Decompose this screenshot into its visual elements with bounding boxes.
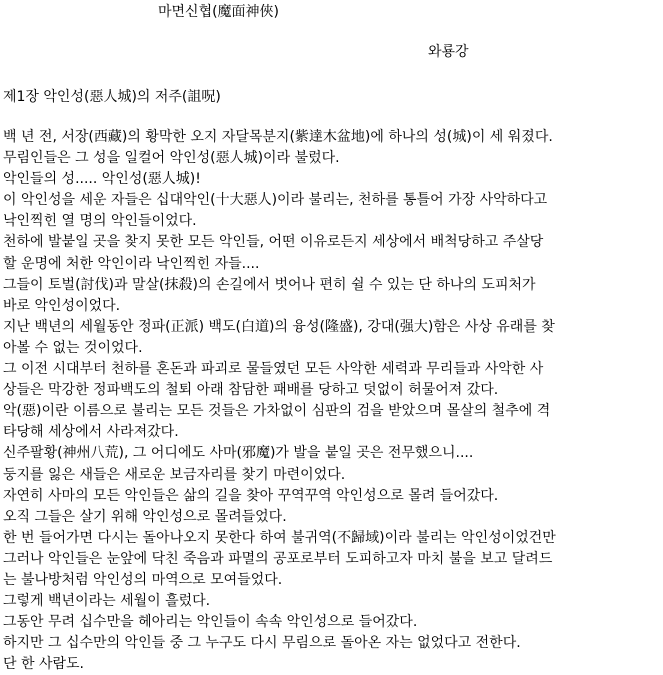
text-line: 악(惡)이란 이름으로 불리는 모든 것들은 가차없이 심판의 검을 받았으며 몰살의 철추에 격 xyxy=(3,403,551,420)
author-name: 와룡강 xyxy=(428,44,469,60)
text-line: 그러나 악인들은 눈앞에 닥친 죽음과 파멸의 공포로부터 도피하고자 마치 불을 보고 달려드 xyxy=(3,550,553,567)
text-line: 신주팔황(神州八荒), 그 어디에도 사마(邪魔)가 발을 붙일 곳은 전무했으니.... xyxy=(3,445,474,462)
text-line: 천하에 발붙일 곳을 찾지 못한 모든 악인들, 어떤 이유로든지 세상에서 배척당하고 주살당 xyxy=(3,234,544,251)
text-line: 단 한 사람도. xyxy=(3,656,84,673)
text-line: 할 운명에 처한 악인이라 낙인찍힌 자들.... xyxy=(3,255,260,272)
body-text xyxy=(3,127,663,675)
text-line: 그렇게 백년이라는 세월이 흘렀다. xyxy=(3,593,211,610)
novel-title: 마면신협(魔面神俠) xyxy=(158,4,280,20)
text-line: 타당해 세상에서 사라져갔다. xyxy=(3,424,179,441)
text-line: 바로 악인성이었다. xyxy=(3,297,121,314)
text-line: 하지만 그 십수만의 악인들 중 그 누구도 다시 무림으로 돌아온 자는 없었다고 전한다. xyxy=(3,635,521,652)
text-line: 는 불나방처럼 악인성의 마역으로 모여들었다. xyxy=(3,571,283,588)
text-line: 이 악인성을 세운 자들은 십대악인(十大惡人)이라 불리는, 천하를 통틀어 가장 사악하다고 xyxy=(3,192,548,209)
text-line: 아볼 수 없는 것이었다. xyxy=(3,339,143,356)
text-line: 그들이 토벌(討伐)과 말살(抹殺)의 손길에서 벗어나 편히 쉴 수 있는 단 하나의 도피처가 xyxy=(3,276,536,293)
text-line: 낙인찍힌 열 명의 악인들이었다. xyxy=(3,213,197,230)
text-line: 지난 백년의 세월동안 정파(正派) 백도(白道)의 융성(隆盛), 강대(强大)함은 사상 유래를 찾 xyxy=(3,318,555,335)
text-line: 무림인들은 그 성을 일컬어 악인성(惡人城)이라 불렀다. xyxy=(3,150,340,167)
text-line: 백 년 전, 서장(西藏)의 황막한 오지 자달목분지(紫達木盆地)에 하나의 성(城)이 세 워졌다. xyxy=(3,129,553,145)
text-line: 자연히 사마의 모든 악인들은 삶의 길을 찾아 꾸역꾸역 악인성으로 몰려 들어갔다. xyxy=(3,487,499,504)
text-line: 상들은 막강한 정파백도의 철퇴 아래 참담한 패배를 당하고 덧없이 허물어져 갔다. xyxy=(3,382,499,399)
text-line: 악인들의 성..... 악인성(惡人城)! xyxy=(3,171,201,188)
text-line: 그 이전 시대부터 천하를 혼돈과 파괴로 물들였던 모든 사악한 세력과 무리들과 사악한 사 xyxy=(3,361,544,378)
text-line: 둥지를 잃은 새들은 새로운 보금자리를 찾기 마련이었다. xyxy=(3,466,346,483)
chapter-heading: 제1장 악인성(惡人城)의 저주(詛呪) xyxy=(3,89,221,105)
text-line: 오직 그들은 살기 위해 악인성으로 몰려들었다. xyxy=(3,508,287,525)
text-line: 그동안 무려 십수만을 헤아리는 악인들이 속속 악인성으로 들어갔다. xyxy=(3,614,418,631)
text-line: 한 번 들어가면 다시는 돌아나오지 못한다 하여 불귀역(不歸域)이라 불리는 악인성이었건만 xyxy=(3,529,556,546)
